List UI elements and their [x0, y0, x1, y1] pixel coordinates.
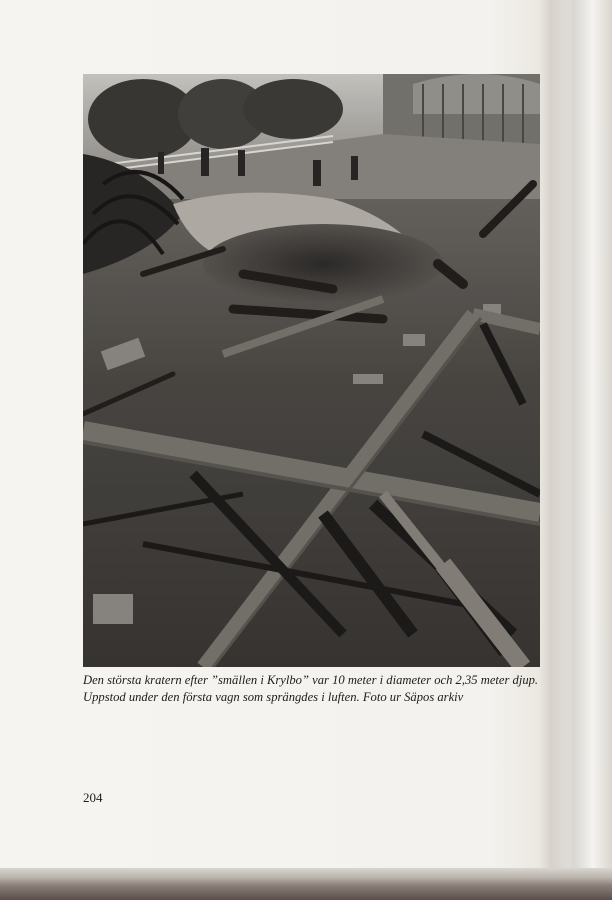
page-gutter-shadow: [548, 0, 612, 900]
photo-caption: Den största kratern efter ”smällen i Krylbo” var 10 meter i diameter och 2,35 meter djup. Uppstod under den första vagn som sprängdes i luften. Foto ur Säpos arkiv: [83, 673, 539, 704]
page-bottom-edge: [0, 868, 612, 900]
page-number: 204: [83, 790, 103, 805]
wreckage-photo-icon: [83, 74, 540, 667]
crater-photograph: [83, 74, 540, 667]
